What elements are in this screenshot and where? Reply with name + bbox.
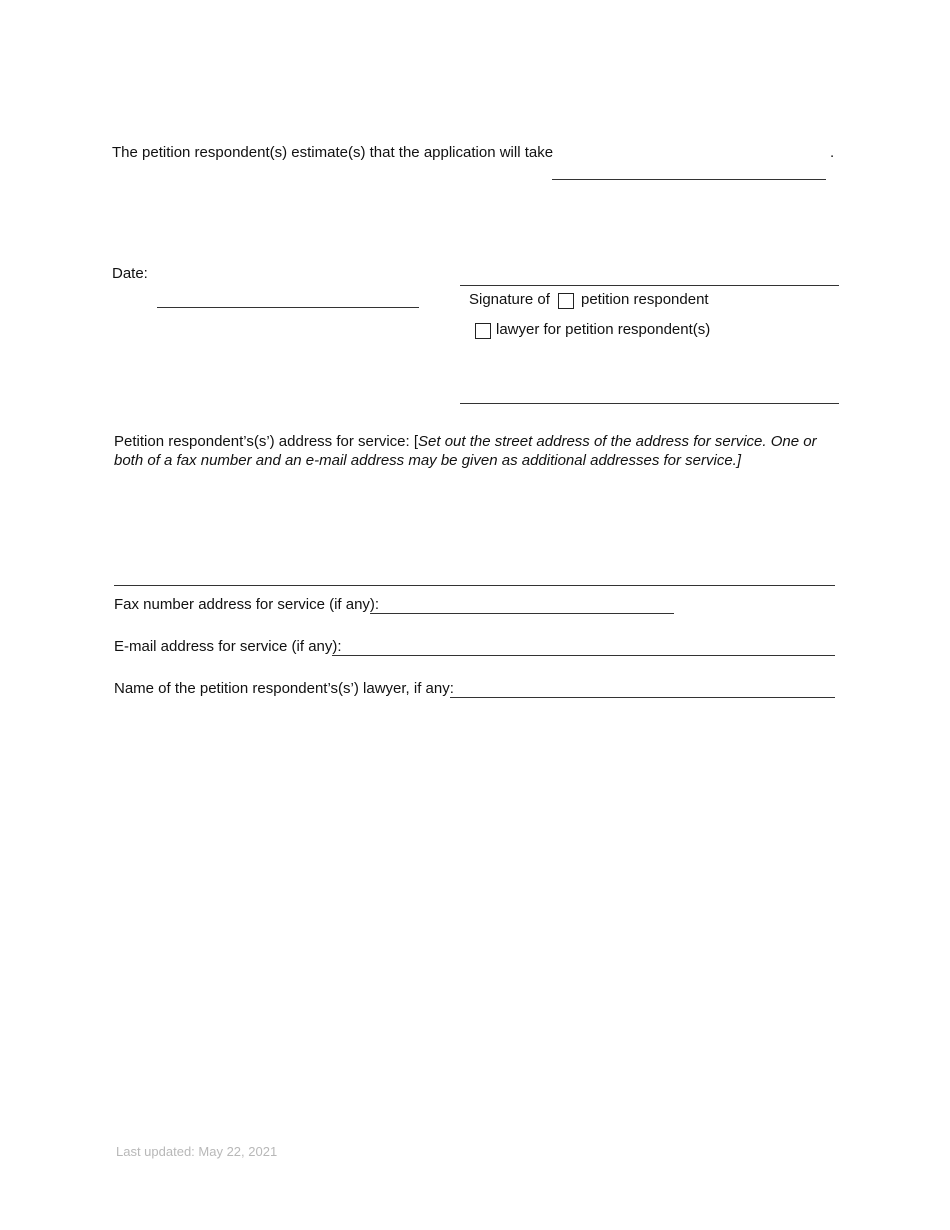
signature-label: Signature of <box>469 291 550 308</box>
fax-field[interactable] <box>370 613 674 614</box>
email-label: E-mail address for service (if any): <box>114 638 342 655</box>
signature-top-line <box>460 285 839 286</box>
date-label: Date: <box>112 265 148 282</box>
lawyer-option-label: lawyer for petition respondent(s) <box>496 321 711 338</box>
estimate-duration-field[interactable] <box>552 179 826 180</box>
checkbox-lawyer[interactable] <box>475 323 491 339</box>
lawyer-name-label: Name of the petition respondent’s(s’) lawyer, if any: <box>114 680 454 697</box>
lawyer-name-field[interactable] <box>450 697 835 698</box>
petition-respondent-option-label: petition respondent <box>581 291 709 308</box>
fax-label: Fax number address for service (if any): <box>114 596 380 613</box>
last-updated: Last updated: May 22, 2021 <box>116 1144 278 1159</box>
address-for-service-field[interactable] <box>114 585 835 586</box>
estimate-period: . <box>830 144 835 161</box>
estimate-text: The petition respondent(s) estimate(s) that the application will take <box>112 144 554 161</box>
email-field[interactable] <box>332 655 835 656</box>
address-for-service-paragraph <box>114 432 839 470</box>
address-for-service-instruction: Set out the street address of the address for service. One or both of a fax number and an e-mail address may be given as additional addresses for service.] <box>114 433 817 469</box>
date-field[interactable] <box>157 307 419 308</box>
address-for-service-label: Petition respondent’s(s’) address for service: [ <box>114 433 419 450</box>
checkbox-petition-respondent[interactable] <box>558 293 574 309</box>
signature-field[interactable] <box>460 403 839 404</box>
